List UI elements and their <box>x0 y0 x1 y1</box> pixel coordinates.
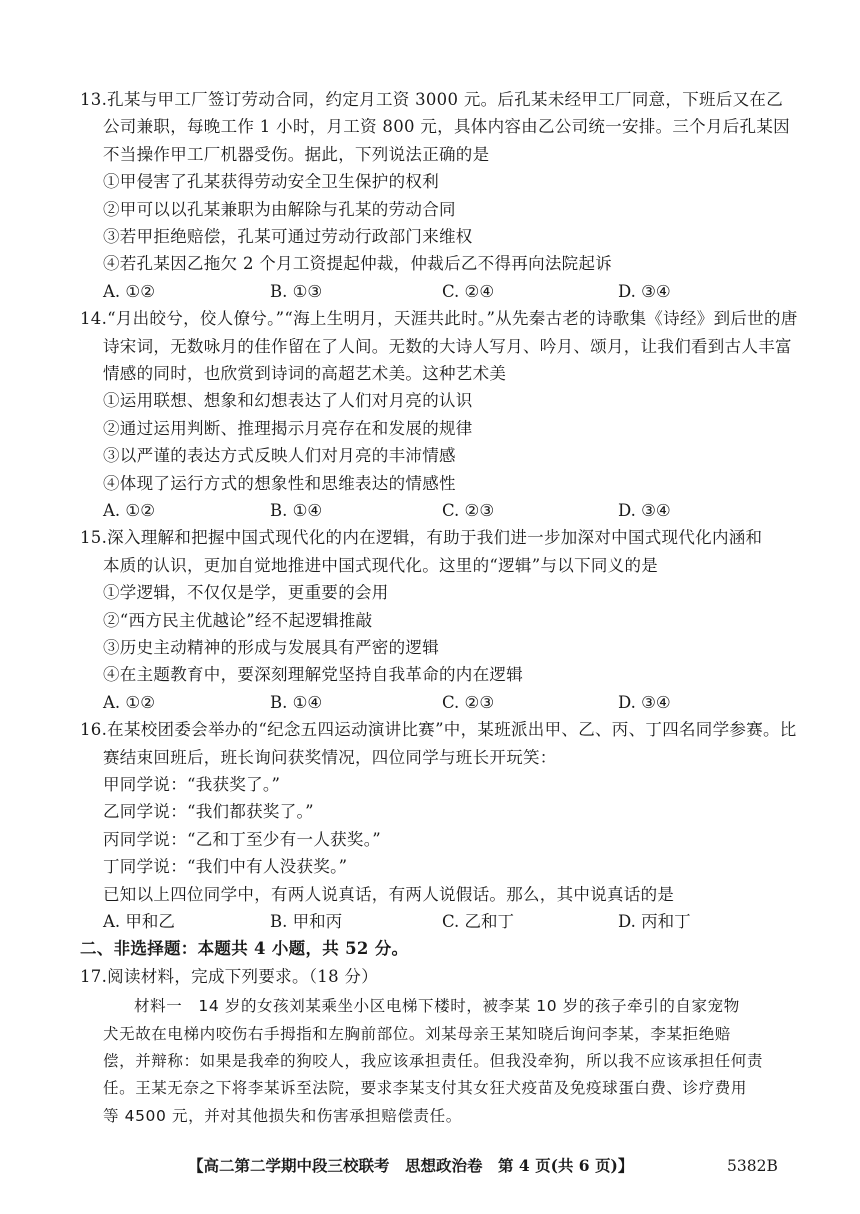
material-line: 材料一 14 岁的女孩刘某乘坐小区电梯下楼时，被李某 10 岁的孩子牵引的自家宠物 <box>134 997 740 1016</box>
q13-line: 公司兼职，每晚工作 1 小时，月工资 800 元，具体内容由乙公司统一安排。三个月后孔某因 <box>103 117 790 137</box>
q13-option-d: D. ③④ <box>618 281 671 301</box>
q13-option-b: B. ①③ <box>270 281 323 301</box>
q14-line: ②通过运用判断、推理揭示月亮存在和发展的规律 <box>103 418 473 438</box>
q14-line: ③以严谨的表达方式反映人们对月亮的丰沛情感 <box>103 446 456 466</box>
q13-line: 不当操作甲工厂机器受伤。据此，下列说法正确的是 <box>103 144 490 164</box>
q13-line: 13.孔某与甲工厂签订劳动合同，约定月工资 3000 元。后孔某未经甲工厂同意，下班后又在乙 <box>80 90 784 109</box>
footer-code: 5382B <box>727 1157 778 1175</box>
footer-title: 【高二第二学期中段三校联考 思想政治卷 第 4 页(共 6 页)】 <box>188 1156 634 1175</box>
q15-option-b: B. ①④ <box>270 692 323 712</box>
q13-line: ④若孔某因乙拖欠 2 个月工资提起仲裁，仲裁后乙不得再向法院起诉 <box>103 254 613 274</box>
q14-line: 情感的同时，也欣赏到诗词的高超艺术美。这种艺术美 <box>103 364 507 383</box>
q15-option-c: C. ②③ <box>442 692 495 712</box>
q13-option-c: C. ②④ <box>442 281 495 301</box>
q16-line: 丁同学说：“我们中有人没获奖。” <box>103 857 348 877</box>
q14-line: ④体现了运行方式的想象性和思维表达的情感性 <box>103 473 456 493</box>
material-line: 等 4500 元，并对其他损失和伤害承担赔偿责任。 <box>103 1106 462 1125</box>
section-heading: 二、非选择题：本题共 4 小题，共 52 分。 <box>80 939 409 959</box>
q16-line: 甲同学说：“我获奖了。” <box>103 775 281 794</box>
q13-line: ①甲侵害了孔某获得劳动安全卫生保护的权利 <box>103 172 439 192</box>
q16-line: 丙同学说：“乙和丁至少有一人获奖。” <box>103 829 382 849</box>
q15-line: ②“西方民主优越论”经不起逻辑推敲 <box>103 610 373 630</box>
q15-option-d: D. ③④ <box>618 692 671 712</box>
q14-option-c: C. ②③ <box>442 501 495 520</box>
q16-line: 乙同学说：“我们都获奖了。” <box>103 802 314 822</box>
q15-line: ③历史主动精神的形成与发展具有严密的逻辑 <box>103 638 439 657</box>
q16-option-d: D. 丙和丁 <box>618 912 691 931</box>
q16-option-c: C. 乙和丁 <box>442 912 515 931</box>
q14-option-d: D. ③④ <box>618 501 671 520</box>
material-line: 犬无故在电梯内咬伤右手拇指和左胸前部位。刘某母亲王某知晓后询问李某，李某拒绝赔 <box>103 1024 731 1043</box>
q13-line: ③若甲拒绝赔偿，孔某可通过劳动行政部门来维权 <box>103 227 473 246</box>
q16-option-b: B. 甲和丙 <box>270 912 343 931</box>
q14-option-a: A. ①② <box>103 501 155 520</box>
q15-line: ①学逻辑，不仅仅是学，更重要的会用 <box>103 583 389 603</box>
q13-option-a: A. ①② <box>103 281 155 301</box>
q15-line: ④在主题教育中，要深刻理解党坚持自我革命的内在逻辑 <box>103 665 523 685</box>
q14-option-b: B. ①④ <box>270 501 323 520</box>
q16-line: 已知以上四位同学中，有两人说真话，有两人说假话。那么，其中说真话的是 <box>103 884 675 904</box>
q15-option-a: A. ①② <box>103 692 155 712</box>
q15-line: 本质的认识，更加自觉地推进中国式现代化。这里的“逻辑”与以下同义的是 <box>103 555 659 575</box>
q16-option-a: A. 甲和乙 <box>103 912 175 931</box>
q15-line: 15.深入理解和把握中国式现代化的内在逻辑，有助于我们进一步加深对中国式现代化内涵和 <box>80 528 763 548</box>
q16-line: 赛结束回班后，班长询问获奖情况，四位同学与班长开玩笑： <box>103 747 557 767</box>
q16-line: 16.在某校团委会举办的“纪念五四运动演讲比赛”中，某班派出甲、乙、丙、丁四名同学参赛。比 <box>80 720 797 740</box>
q14-line: ①运用联想、想象和幻想表达了人们对月亮的认识 <box>103 391 473 411</box>
q14-line: 14.“月出皎兮，佼人僚兮。”“海上生明月，天涯共此时。”从先秦古老的诗歌集《诗经》到后世的唐 <box>80 309 798 329</box>
q13-line: ②甲可以以孔某兼职为由解除与孔某的劳动合同 <box>103 199 456 219</box>
material-line: 任。王某无奈之下将李某诉至法院，要求李某支付其女狂犬疫苗及免疫球蛋白费、诊疗费用 <box>103 1079 748 1098</box>
q14-line: 诗宋词，无数咏月的佳作留在了人间。无数的大诗人写月、吟月、颂月，让我们看到古人丰富 <box>103 336 792 356</box>
material-line: 偿，并辩称：如果是我牵的狗咬人，我应该承担责任。但我没牵狗，所以我不应该承担任何责 <box>103 1052 764 1070</box>
q17-stem: 17.阅读材料，完成下列要求。（18 分） <box>80 966 379 986</box>
